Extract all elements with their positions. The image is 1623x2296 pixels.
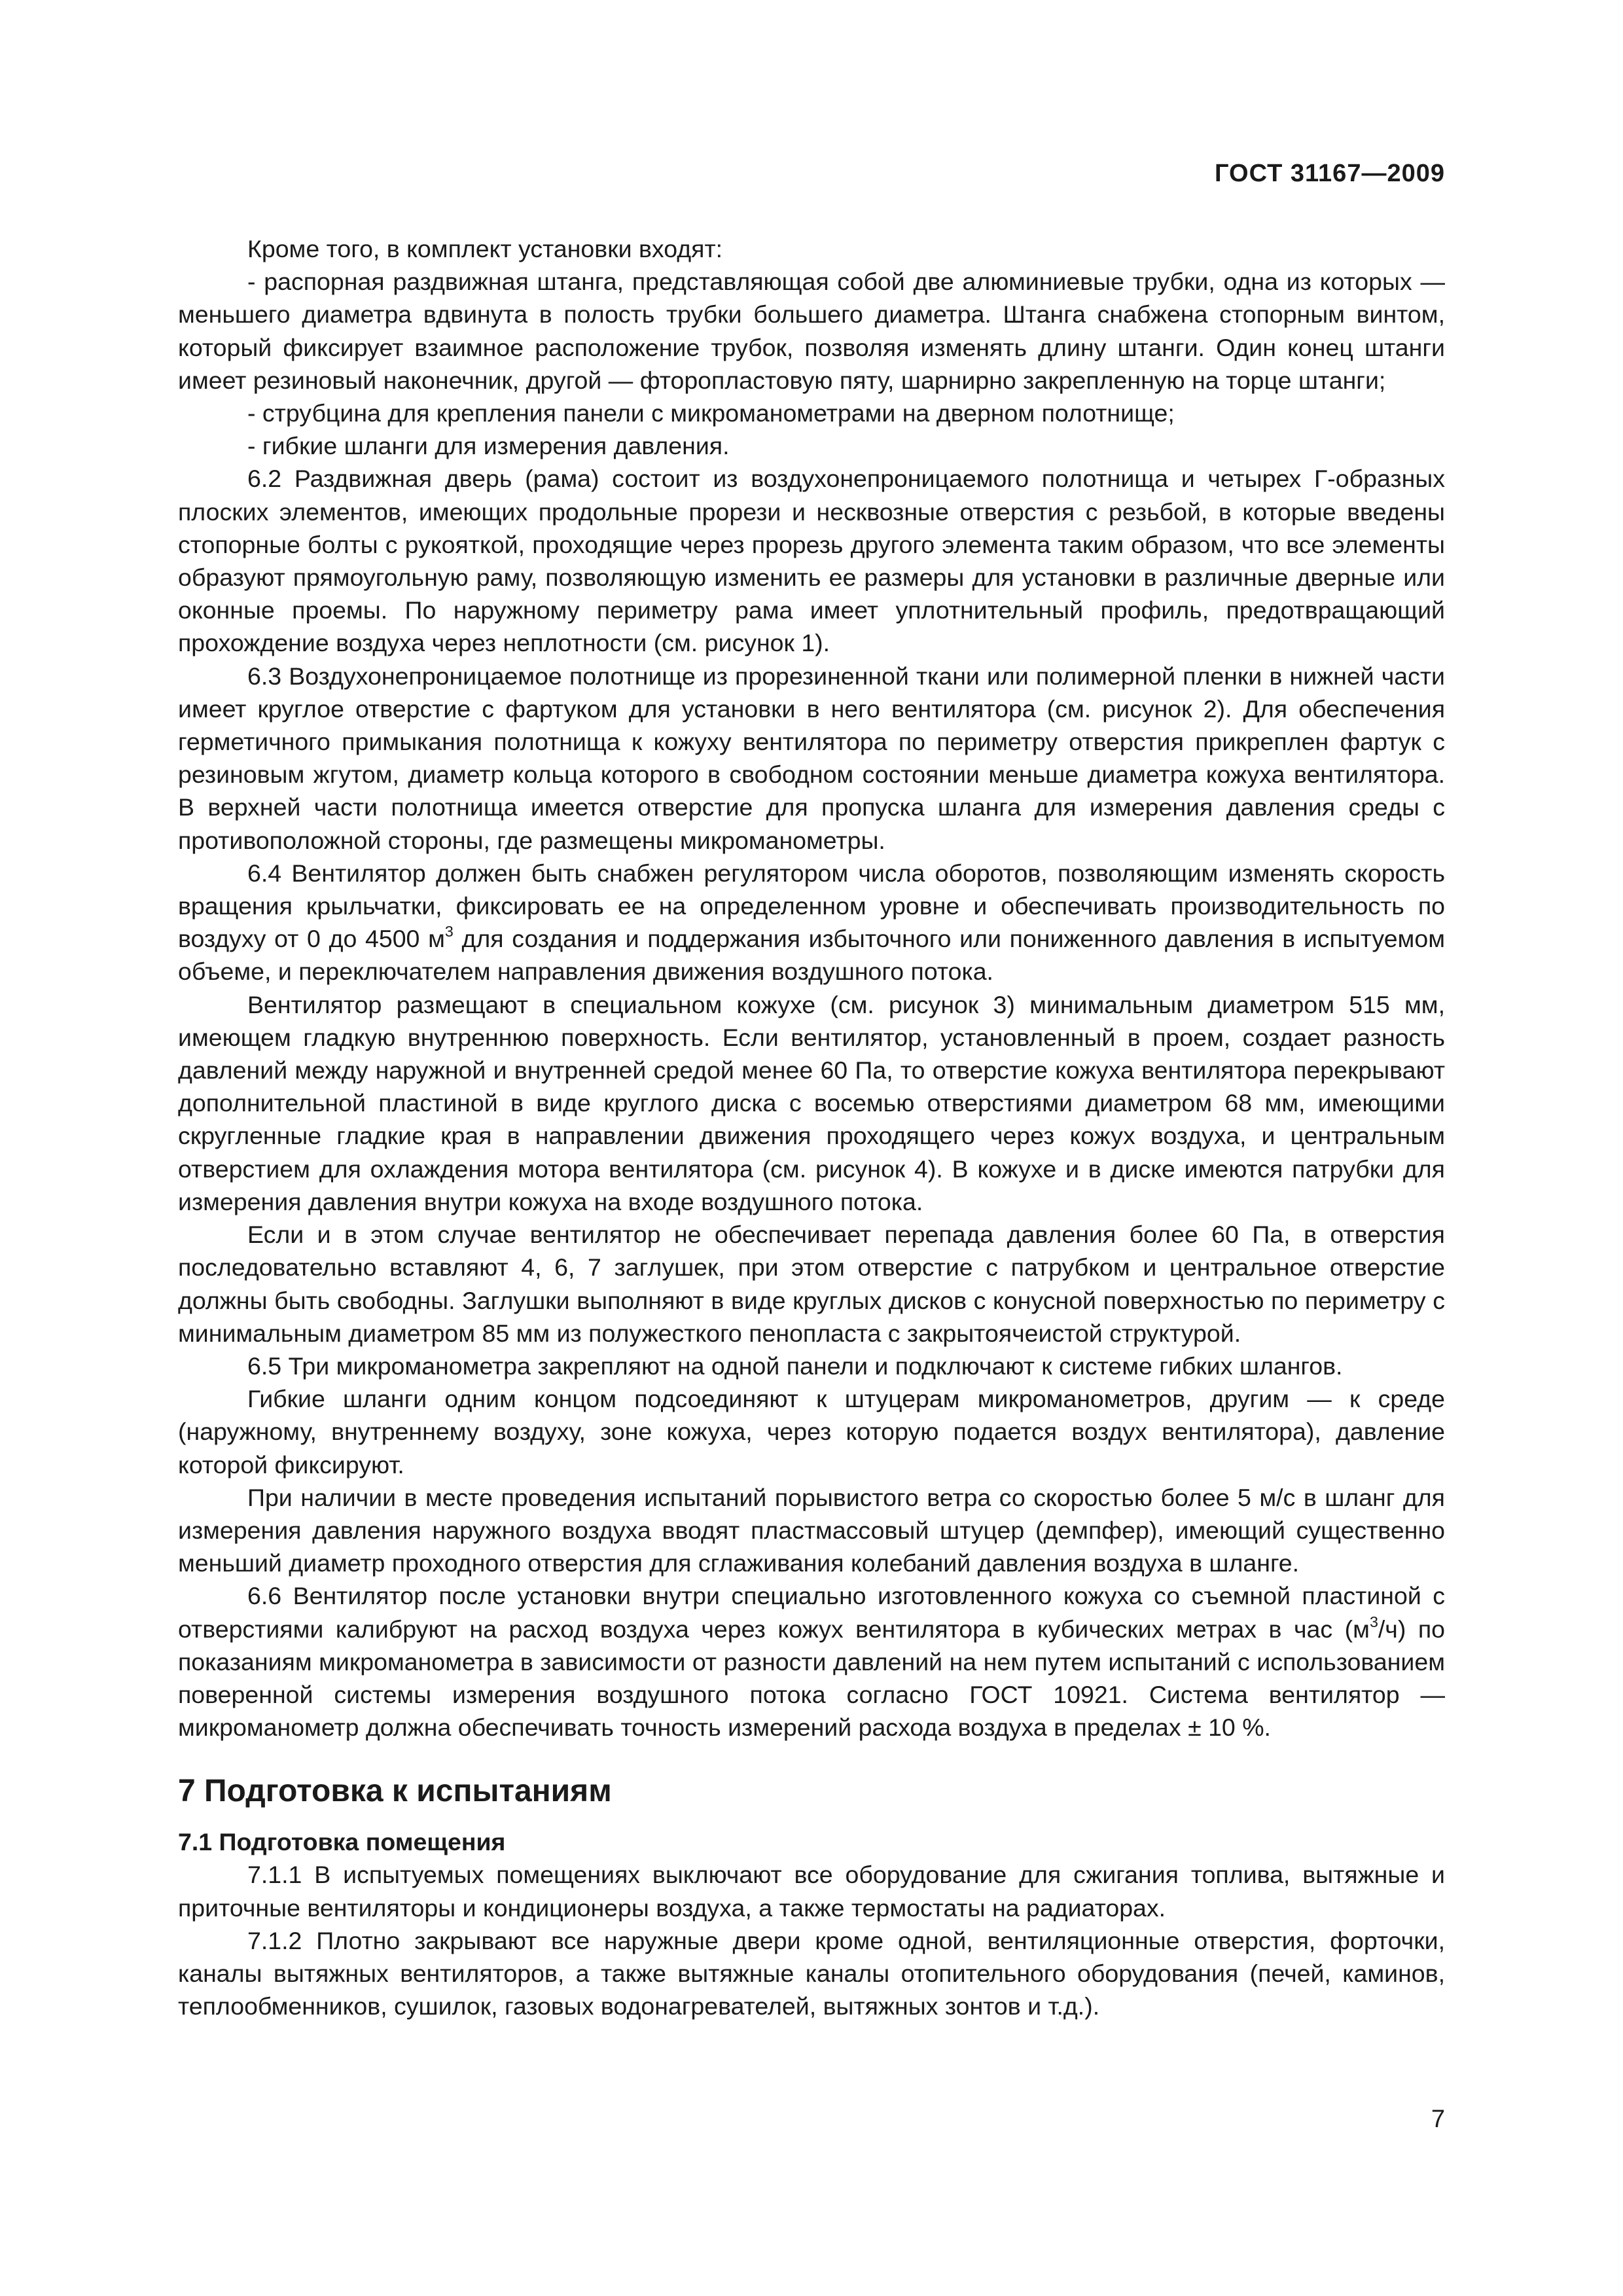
paragraph: Вентилятор размещают в специальном кожухе (см. рисунок 3) минимальным диаметром 515 мм, имеющем гладкую внутреннюю поверхность. Если вентилятор, установленный в проем, создает разность давлений между наружной и внутренней средой менее 60 Па, то отверстие кожуха вентилятора перекрывают дополнительной пластиной в виде круглого диска с восемью отверстиями диаметром 68 мм, имеющими скругленные гладкие края в направлении движения проходящего через кожух воздуха, и центральным отверстием для охлаждения мотора вентилятора (см. рисунок 4). В кожухе и в диске имеются патрубки для измерения давления внутри кожуха на входе воздушного потока. (178, 990, 1445, 1215)
text-span: 6.6 Вентилятор после установки внутри специально изготовленного кожуха со съемной пластиной с отверстиями калибруют на расход воздуха через кожух вентилятора в кубических метрах в час (м (178, 1582, 1445, 1643)
paragraph-7-1-1: 7.1.1 В испытуемых помещениях выключают все оборудование для сжигания топлива, вытяжные и приточные вентиляторы и кондиционеры воздуха, а также термостаты на радиаторах. (178, 1861, 1445, 1922)
paragraph-6-3: 6.3 Воздухонепроницаемое полотнище из прорезиненной ткани или полимерной пленки в нижней части имеет круглое отверстие с фартуком для установки в него вентилятора (см. рисунок 2). Для обеспечения герметичного примыкания полотнища к кожуху вентилятора по периметру отверстия прикреплен фартук с резиновым жгутом, диаметр кольца которого в свободном состоянии меньше диаметра кожуха вентилятора. В верхней части полотнища имеется отверстие для пропуска шланга для измерения давления среды с противоположной стороны, где размещены микроманометры. (178, 662, 1445, 854)
paragraph-6-4 (178, 857, 1445, 988)
document-header: ГОСТ 31167—2009 (1215, 160, 1445, 187)
paragraph-7-1-2: 7.1.2 Плотно закрывают все наружные двери кроме одной, вентиляционные отверстия, форточки, каналы вытяжных вентиляторов, а также вытяжные каналы отопительного оборудования (печей, каминов, теплообменников, сушилок, газовых водонагревателей, вытяжных зонтов и т.д.). (178, 1926, 1445, 2020)
text-span: для создания и поддержания избыточного или пониженного давления в испытуемом объеме, и переключателем направления движения воздушного потока. (178, 925, 1445, 986)
subsection-heading: 7.1 Подготовка помещения (178, 1828, 506, 1856)
section-heading: 7 Подготовка к испытаниям (178, 1774, 612, 1809)
document-body (178, 232, 1445, 2022)
paragraph: Кроме того, в комплект установки входят: (247, 235, 723, 262)
superscript: 3 (1369, 1613, 1378, 1630)
page-number: 7 (1431, 2106, 1445, 2133)
paragraph: При наличии в месте проведения испытаний порывистого ветра со скоростью более 5 м/с в шланг для измерения давления наружного воздуха вводят пластмассовый штуцер (демпфер), имеющий существенно меньший диаметр проходного отверстия для сглаживания колебаний давления воздуха в шланге. (178, 1483, 1445, 1577)
paragraph: Если и в этом случае вентилятор не обеспечивает перепада давления более 60 Па, в отверстия последовательно вставляют 4, 6, 7 заглушек, при этом отверстие с патрубком и центральное отверстие должны быть свободны. Заглушки выполняют в виде круглых дисков с конусной поверхностью по периметру с минимальным диаметром 85 мм из полужесткого пенопласта с закрытоячеистой структурой. (178, 1221, 1445, 1347)
text-span: /ч) по показаниям микроманометра в зависимости от разности давлений на нем путем испытаний с использованием поверенной системы измерения воздушного потока согласно ГОСТ 10921. Система вентилятор — микроманометр должна обеспечивать точность измерений расхода воздуха в пределах ± 10 %. (178, 1615, 1446, 1742)
list-item: - распорная раздвижная штанга, представляющая собой две алюминиевые трубки, одна из которых — меньшего диаметра вдвинута в полость трубки большего диаметра. Штанга снабжена стопорным винтом, который фиксирует взаимное расположение трубок, позволяя изменять длину штанги. Один конец штанги имеет резиновый наконечник, другой — фторопластовую пяту, шарнирно закрепленную на торце штанги; (178, 268, 1445, 394)
list-item: - струбцина для крепления панели с микроманометрами на дверном полотнище; (247, 399, 1175, 427)
paragraph-6-6 (178, 1579, 1445, 1744)
paragraph-6-5: 6.5 Три микроманометра закрепляют на одной панели и подключают к системе гибких шлангов. (247, 1352, 1343, 1380)
list-item: - гибкие шланги для измерения давления. (247, 432, 730, 460)
paragraph: Гибкие шланги одним концом подсоединяют к штуцерам микроманометров, другим — к среде (наружному, внутреннему воздуху, зоне кожуха, через которую подается воздух вентилятора), давление которой фиксируют. (178, 1385, 1445, 1479)
superscript: 3 (444, 923, 454, 941)
text-span: 6.4 Вентилятор должен быть снабжен регулятором числа оборотов, позволяющим изменять скорость вращения крыльчатки, фиксировать ее на определенном уровне и обеспечивать производительность по воздуху от 0 до 4500 м (178, 859, 1445, 953)
paragraph-6-2: 6.2 Раздвижная дверь (рама) состоит из воздухонепроницаемого полотнища и четырех Г-образных плоских элементов, имеющих продольные прорези и несквозные отверстия с резьбой, в которые введены стопорные болты с рукояткой, проходящие через прорезь другого элемента таким образом, что все элементы образуют прямоугольную раму, позволяющую изменить ее размеры для установки в различные дверные или оконные проемы. По наружному периметру рама имеет уплотнительный профиль, предотвращающий прохождение воздуха через неплотности (см. рисунок 1). (178, 465, 1445, 657)
